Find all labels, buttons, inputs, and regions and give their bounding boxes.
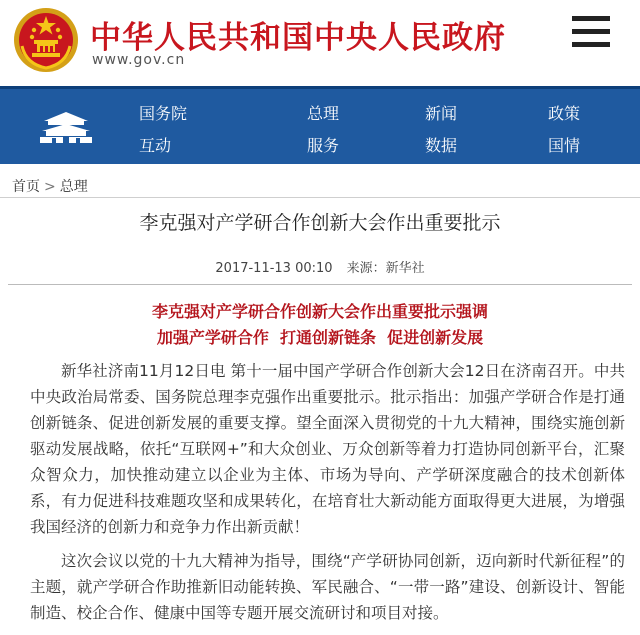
tiananmen-icon[interactable]	[38, 109, 94, 145]
breadcrumb-current-link[interactable]: 总理	[59, 179, 88, 195]
article-date: 2017-11-13 00:10	[215, 261, 333, 276]
nav-item-national-info[interactable]: 国情	[548, 136, 581, 155]
divider	[8, 284, 632, 285]
nav-item-state-council[interactable]: 国务院	[139, 104, 188, 123]
breadcrumb-bar	[0, 172, 640, 198]
nav-item-interaction[interactable]: 互动	[139, 136, 172, 155]
article-subtitle-line1: 李克强对产学研合作创新大会作出重要批示强调	[151, 302, 488, 321]
breadcrumb	[12, 176, 88, 196]
site-header	[0, 0, 640, 86]
main-nav	[0, 86, 640, 164]
article-subtitle-line2: 加强产学研合作 打通创新链条 促进创新发展	[156, 328, 484, 347]
nav-item-policy[interactable]: 政策	[548, 104, 581, 123]
article-source: 新华社	[385, 261, 425, 276]
site-url[interactable]: www.gov.cn	[92, 52, 186, 68]
source-label: 来源：	[346, 261, 386, 276]
breadcrumb-home-link[interactable]: 首页	[12, 179, 40, 195]
nav-item-premier[interactable]: 总理	[307, 104, 340, 123]
national-emblem-icon[interactable]	[12, 6, 80, 74]
nav-item-data[interactable]: 数据	[425, 136, 458, 155]
article-paragraph-1: 新华社济南11月12日电 第十一届中国产学研合作创新大会12日在济南召开。中共中央政治局常委、国务院总理李克强作出重要批示。批示指出：加强产学研合作是打通创新链条、促进创新发展的重要支撑。望全面深入贯彻党的十九大精神，围绕实施创新驱动发展战略，依托“互联网+”和大众创业、万众创新等着力打造协同创新平台，汇聚众智众力，加快推动建立以企业为主体、市场为导向、产学研深度融合的技术创新体系，有力促进科技难题攻坚和成果转化，在培育壮大新动能方面取得更大进展，为增强我国经济的创新力和竞争力作出新贡献！	[30, 362, 625, 536]
article-paragraph-2: 这次会议以党的十九大精神为指导，围绕“产学研协同创新，迈向新时代新征程”的主题，就产学研合作助推新旧动能转换、军民融合、“一带一路”建设、创新设计、智能制造、校企合作、健康中国等专题开展交流研讨和项目对接。	[30, 552, 625, 622]
menu-icon[interactable]	[572, 16, 610, 48]
article-title: 李克强对产学研合作创新大会作出重要批示	[139, 212, 501, 234]
nav-item-services[interactable]: 服务	[307, 136, 340, 155]
breadcrumb-separator: >	[44, 179, 56, 195]
article-meta	[0, 257, 640, 276]
site-title[interactable]: 中华人民共和国中央人民政府	[90, 20, 506, 56]
nav-item-news[interactable]: 新闻	[425, 104, 458, 123]
